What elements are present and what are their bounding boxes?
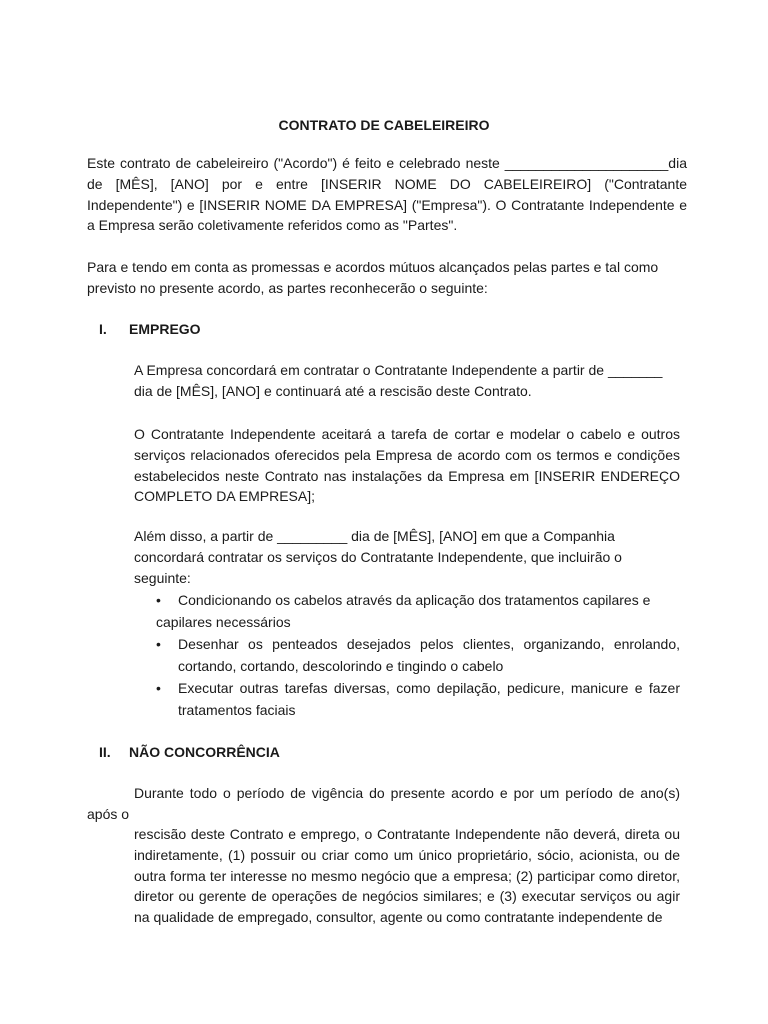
list-item-text: Desenhar os penteados desejados pelos clientes, organizando, enrolando, cortando, cortando, descolorindo e tingindo o cabelo <box>178 636 680 674</box>
section-1-paragraph-2: O Contratante Independente aceitará a tarefa de cortar e modelar o cabelo e outros serviços relacionados oferecidos pela Empresa de acordo com os termos e condições estabelecidos neste Contrato nas instalações da Empresa em [INSERIR ENDEREÇO COMPLETO DA EMPRESA]; <box>134 426 680 505</box>
list-item <box>156 677 680 721</box>
section-1-paragraph-1: A Empresa concordará em contratar o Contratante Independente a partir de _______ dia de [MÊS], [ANO] e continuará até a rescisão deste Contrato. <box>134 362 663 399</box>
section-2-number: II. <box>99 744 111 760</box>
section-1-number: I. <box>99 321 107 337</box>
list-item <box>156 633 680 677</box>
section-1-heading: EMPREGO <box>129 321 201 337</box>
bullet-icon: • <box>156 636 161 652</box>
list-item-text: Executar outras tarefas diversas, como depilação, pedicure, manicure e fazer tratamentos faciais <box>178 680 680 718</box>
list-item-text: Condicionando os cabelos através da aplicação dos tratamentos capilares e capilares necessários <box>156 592 651 630</box>
section-2-first-line-wrap: após o <box>87 806 130 822</box>
bullet-icon: • <box>156 592 161 608</box>
intro-paragraph: Este contrato de cabeleireiro ("Acordo") é feito e celebrado neste _____________________dia de [MÊS], [ANO] por e entre [INSERIR NOME DO CABELEIREIRO] ("Contratante Independente") e [INSERIR NOME DA EMPRESA] ("Empresa"). O Contratante Independente e a Empresa serão coletivamente referidos como as "Partes". <box>87 155 687 234</box>
section-2-first-line: Durante todo o período de vigência do presente acordo e por um período de ano(s) <box>134 785 680 801</box>
bullet-icon: • <box>156 680 161 696</box>
section-2-heading: NÃO CONCORRÊNCIA <box>129 744 280 760</box>
list-item <box>156 589 686 633</box>
recital-paragraph: Para e tendo em conta as promessas e acordos mútuos alcançados pelas partes e tal como previsto no presente acordo, as partes reconhecerão o seguinte: <box>87 259 659 296</box>
document-title: CONTRATO DE CABELEIREIRO <box>278 117 490 133</box>
section-2-body: rescisão deste Contrato e emprego, o Contratante Independente não deverá, direta ou indiretamente, (1) possuir ou criar como um único proprietário, sócio, acionista, ou de outra forma ter interesse no mesmo negócio que a empresa; (2) participar como diretor, diretor ou gerente de operações de negócios similares; e (3) executar serviços ou agir na qualidade de empregado, consultor, agente ou como contratante independente de <box>134 826 680 926</box>
section-1-paragraph-3: Além disso, a partir de _________ dia de [MÊS], [ANO] em que a Companhia concordará contratar os serviços do Contratante Independente, que incluirão o seguinte: <box>134 528 622 586</box>
